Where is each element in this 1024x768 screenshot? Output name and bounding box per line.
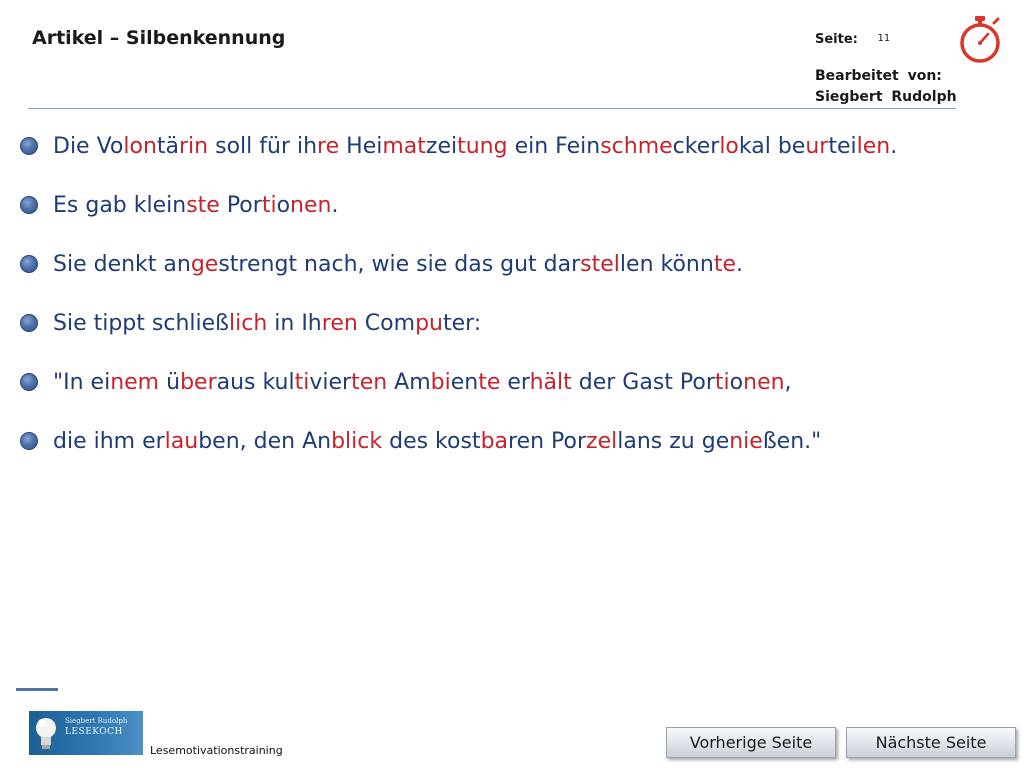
text-line [20, 427, 1010, 486]
highlighted-syllable: te [713, 252, 736, 277]
text-segment: ü [159, 370, 181, 395]
highlighted-syllable: bi [430, 370, 451, 395]
highlighted-syllable: rin [179, 134, 209, 159]
edited-by [815, 66, 957, 108]
text-segment: tei [828, 134, 857, 159]
highlighted-syllable: nen [290, 193, 332, 218]
leselkoch-logo [29, 711, 143, 755]
lightbulb-icon [33, 714, 59, 752]
text-segment: ter: [442, 311, 482, 336]
highlighted-syllable: lau [164, 429, 199, 454]
logo-brand: LESEKOCH [65, 727, 123, 737]
text-segment: ren Por [508, 429, 587, 454]
text-segment: tä [156, 134, 180, 159]
page-indicator [815, 28, 890, 47]
highlighted-syllable: schme [600, 134, 673, 159]
bullet-icon [20, 314, 38, 332]
text-line [20, 368, 1010, 427]
bullet-icon [20, 373, 38, 391]
footer-dash [16, 688, 58, 691]
page-title: Artikel – Silbenkennung [32, 27, 286, 49]
text-segment: len könn [619, 252, 714, 277]
bullet-icon [20, 432, 38, 450]
text-segment: lans zu ge [617, 429, 730, 454]
text-line [20, 250, 1010, 309]
text-segment: kal be [738, 134, 806, 159]
edited-by-label: Bearbeitet von: [815, 68, 942, 84]
text-line [20, 309, 1010, 368]
sentence-text [53, 191, 338, 221]
text-segment: Por [219, 193, 262, 218]
text-segment: vier [309, 370, 352, 395]
highlighted-syllable: nie [729, 429, 763, 454]
text-segment: die ihm er [53, 429, 165, 454]
text-segment: , [784, 370, 792, 395]
bullet-icon [20, 255, 38, 273]
highlighted-syllable: hält [529, 370, 572, 395]
highlighted-syllable: lich [229, 311, 268, 336]
sentence-text [53, 250, 743, 280]
text-segment: Sie denkt an [53, 252, 191, 277]
text-segment: en [450, 370, 479, 395]
highlighted-syllable: pu [415, 311, 443, 336]
text-segment: cker [672, 134, 720, 159]
highlighted-syllable: re [317, 134, 340, 159]
next-page-button[interactable]: Nächste Seite [846, 727, 1016, 758]
highlighted-syllable: nen [743, 370, 785, 395]
highlighted-syllable: lon [123, 134, 157, 159]
text-segment: soll für ih [208, 134, 318, 159]
bullet-icon [20, 196, 38, 214]
text-segment: Com [357, 311, 416, 336]
highlighted-syllable: stel [580, 252, 620, 277]
highlighted-syllable: te [478, 370, 501, 395]
text-segment: o [729, 370, 744, 395]
highlighted-syllable: len [856, 134, 891, 159]
text-line [20, 132, 1010, 191]
highlighted-syllable: ti [261, 193, 277, 218]
footer-label: Lesemotivationstraining [150, 744, 283, 757]
highlighted-syllable: blick [331, 429, 383, 454]
highlighted-syllable: ba [480, 429, 509, 454]
text-segment: Am [387, 370, 431, 395]
highlighted-syllable: ge [190, 252, 219, 277]
text-segment: der Gast Por [571, 370, 715, 395]
sentence-text [53, 132, 897, 162]
highlighted-syllable: ur [805, 134, 829, 159]
highlighted-syllable: lo [719, 134, 739, 159]
sentence-text [53, 309, 481, 339]
highlighted-syllable: ren [321, 311, 358, 336]
text-segment: aus kul [216, 370, 295, 395]
highlighted-syllable: tung [457, 134, 508, 159]
page-label: Seite: [815, 32, 858, 47]
text-segment: Die Vo [53, 134, 124, 159]
text-lines [20, 132, 1010, 486]
text-segment: ben, den An [198, 429, 332, 454]
highlighted-syllable: nem [110, 370, 160, 395]
text-segment: er [500, 370, 530, 395]
text-segment: "In ei [53, 370, 111, 395]
edited-by-name: Siegbert Rudolph [815, 89, 957, 105]
sentence-text [53, 427, 821, 457]
text-segment: . [890, 134, 898, 159]
text-segment: Es gab klein [53, 193, 187, 218]
previous-page-button[interactable]: Vorherige Seite [666, 727, 836, 758]
text-segment: zei [425, 134, 458, 159]
text-segment: Sie tippt schließ [53, 311, 230, 336]
text-segment: ßen." [762, 429, 822, 454]
text-segment: . [331, 193, 339, 218]
highlighted-syllable: ten [351, 370, 388, 395]
highlighted-syllable: ti [294, 370, 310, 395]
highlighted-syllable: ti [714, 370, 730, 395]
highlighted-syllable: mat [382, 134, 426, 159]
page-number: 11 [877, 33, 891, 44]
bullet-icon [20, 137, 38, 155]
text-segment: Hei [339, 134, 383, 159]
text-segment: des kost [382, 429, 481, 454]
text-line [20, 191, 1010, 250]
text-segment: ein Fein [507, 134, 601, 159]
text-segment: in Ih [267, 311, 322, 336]
header-divider [28, 108, 956, 109]
highlighted-syllable: ste [186, 193, 220, 218]
sentence-text [53, 368, 792, 398]
text-segment: strengt nach, wie sie das gut dar [218, 252, 581, 277]
text-segment: o [276, 193, 291, 218]
highlighted-syllable: ber [180, 370, 217, 395]
highlighted-syllable: zel [586, 429, 618, 454]
logo-name: Siegbert Rudolph [65, 717, 128, 725]
text-segment: . [735, 252, 743, 277]
stopwatch-icon[interactable] [957, 14, 1003, 64]
